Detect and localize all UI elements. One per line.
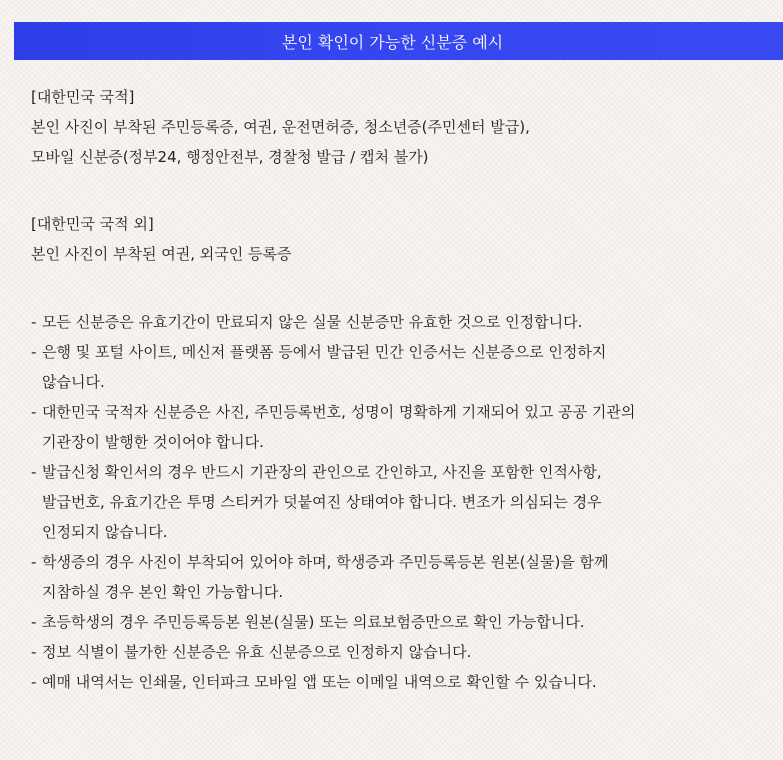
note-item <box>31 547 776 607</box>
note-item <box>31 637 776 667</box>
note-bullet: - <box>31 343 37 361</box>
section-heading: [대한민국 국적] <box>31 88 135 106</box>
note-text: 정보 식별이 불가한 신분증은 유효 신분증으로 인정하지 않습니다. <box>42 643 472 661</box>
section-foreign-nationality <box>31 209 776 269</box>
note-item <box>31 397 776 457</box>
note-bullet: - <box>31 613 37 631</box>
note-bullet: - <box>31 463 37 481</box>
page-title: 본인 확인이 가능한 신분증 예시 <box>281 32 504 52</box>
note-bullet: - <box>31 673 37 691</box>
note-text: 발급신청 확인서의 경우 반드시 기관장의 관인으로 간인하고, 사진을 포함한 인적사항, <box>42 463 602 481</box>
section-korean-nationality <box>31 82 776 172</box>
note-text: 학생증의 경우 사진이 부착되어 있어야 하며, 학생증과 주민등록등본 원본(실물)을 함께 <box>42 553 609 571</box>
note-text: 초등학생의 경우 주민등록등본 원본(실물) 또는 의료보험증만으로 확인 가능합니다. <box>42 613 585 631</box>
notes-list <box>31 307 776 697</box>
note-text: 발급번호, 유효기간은 투명 스티커가 덧붙여진 상태여야 합니다. 변조가 의심되는 경우 <box>42 493 602 511</box>
note-item <box>31 337 776 397</box>
note-text: 않습니다. <box>42 373 105 391</box>
id-guide-content <box>31 82 776 697</box>
section-line: 본인 사진이 부착된 여권, 외국인 등록증 <box>31 245 292 263</box>
section-line: 본인 사진이 부착된 주민등록증, 여권, 운전면허증, 청소년증(주민센터 발급), <box>31 118 530 136</box>
note-bullet: - <box>31 553 37 571</box>
title-banner <box>14 22 783 60</box>
note-text: 은행 및 포털 사이트, 메신저 플랫폼 등에서 발급된 민간 인증서는 신분증으로 인정하지 <box>42 343 607 361</box>
note-item <box>31 607 776 637</box>
note-item <box>31 307 776 337</box>
note-text: 지참하실 경우 본인 확인 가능합니다. <box>42 583 284 601</box>
note-bullet: - <box>31 403 37 421</box>
note-text: 대한민국 국적자 신분증은 사진, 주민등록번호, 성명이 명확하게 기재되어 있고 공공 기관의 <box>42 403 636 421</box>
note-bullet: - <box>31 643 37 661</box>
note-text: 모든 신분증은 유효기간이 만료되지 않은 실물 신분증만 유효한 것으로 인정합니다. <box>42 313 583 331</box>
note-text: 기관장이 발행한 것이어야 합니다. <box>42 433 264 451</box>
note-text: 예매 내역서는 인쇄물, 인터파크 모바일 앱 또는 이메일 내역으로 확인할 수 있습니다. <box>42 673 597 691</box>
note-item <box>31 667 776 697</box>
note-text: 인정되지 않습니다. <box>42 523 168 541</box>
note-bullet: - <box>31 313 37 331</box>
note-item <box>31 457 776 547</box>
section-heading: [대한민국 국적 외] <box>31 215 154 233</box>
section-line: 모바일 신분증(정부24, 행정안전부, 경찰청 발급 / 캡처 불가) <box>31 148 429 166</box>
